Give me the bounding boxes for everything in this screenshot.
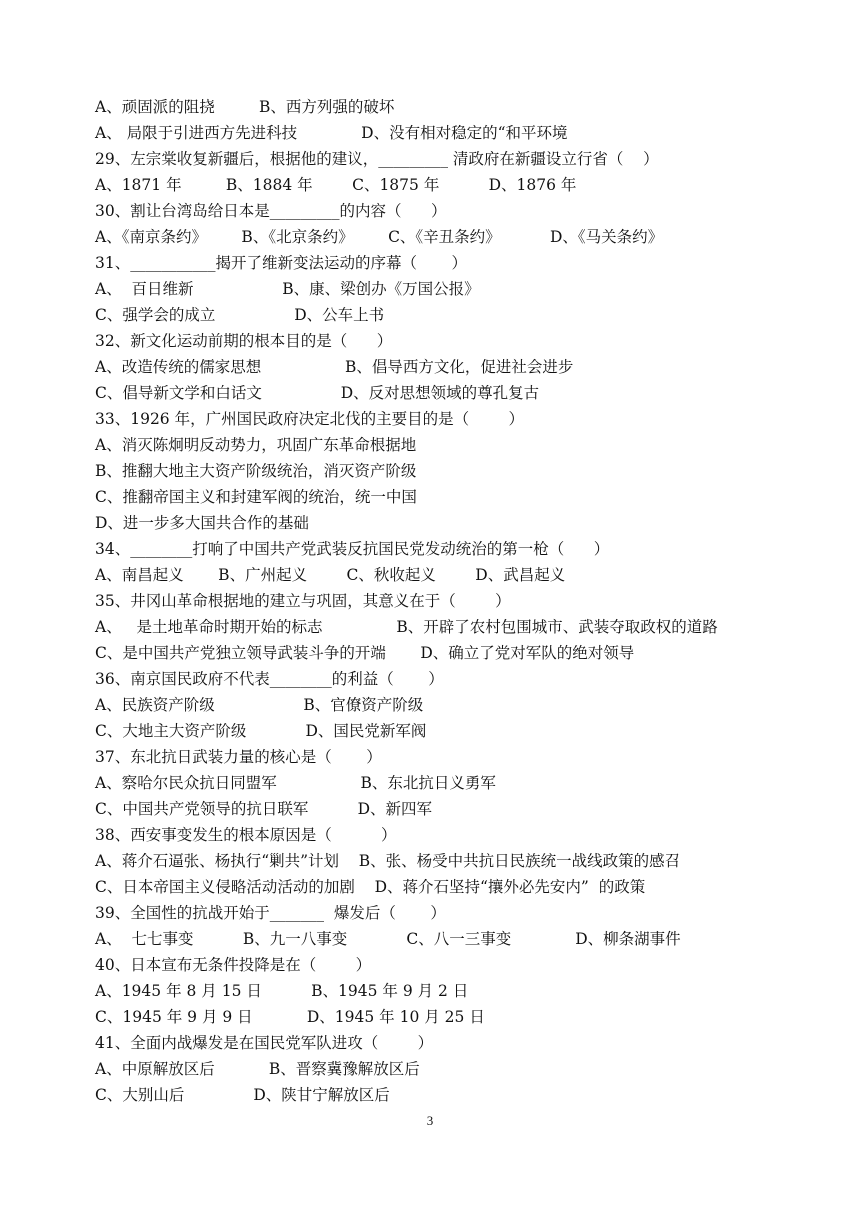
question-41: 41、全面内战爆发是在国民党军队进攻（ ）: [95, 1034, 434, 1052]
question-34: 34、________打响了中国共产党武装反抗国民党发动统治的第一枪（ ）: [95, 540, 610, 558]
question-31: 31、___________揭开了维新变法运动的序幕（ ）: [95, 254, 467, 272]
options-line: A、改造传统的儒家思想 B、倡导西方文化，促进社会进步: [95, 358, 574, 376]
options-line: A、察哈尔民众抗日同盟军 B、东北抗日义勇军: [95, 774, 496, 792]
options-line: A、1945 年 8 月 15 日 B、1945 年 9 月 2 日: [95, 982, 469, 1000]
question-29: 29、左宗棠收复新疆后，根据他的建议，_________ 清政府在新疆设立行省（ ）: [95, 150, 659, 168]
text-line: A、顽固派的阻挠 B、西方列强的破坏: [95, 98, 395, 116]
question-30: 30、割让台湾岛给日本是_________的内容（ ）: [95, 202, 447, 220]
options-line: C、大别山后 D、陕甘宁解放区后: [95, 1086, 390, 1104]
question-40: 40、日本宣布无条件投降是在（ ）: [95, 956, 372, 974]
options-line: A、 是土地革命时期开始的标志 B、开辟了农村包围城市、武装夺取政权的道路: [95, 618, 718, 636]
question-39: 39、全国性的抗战开始于_______ 爆发后（ ）: [95, 904, 446, 922]
text-line: A、 局限于引进西方先进科技 D、没有相对稳定的“和平环境: [95, 124, 568, 142]
question-35: 35、井冈山革命根据地的建立与巩固，其意义在于（ ）: [95, 592, 511, 610]
options-line: C、中国共产党领导的抗日联军 D、新四军: [95, 800, 433, 818]
options-line: A、消灭陈炯明反动势力，巩固广东革命根据地: [95, 436, 417, 454]
options-line: A、1871 年 B、1884 年 C、1875 年 D、1876 年: [95, 176, 577, 194]
options-line: C、倡导新文学和白话文 D、反对思想领域的尊孔复古: [95, 384, 540, 402]
options-line: A、民族资产阶级 B、官僚资产阶级: [95, 696, 424, 714]
question-37: 37、东北抗日武装力量的核心是（ ）: [95, 748, 382, 766]
options-line: A、 百日维新 B、康、梁创办《万国公报》: [95, 280, 480, 298]
question-33: 33、1926 年，广州国民政府决定北伐的主要目的是（ ）: [95, 410, 525, 428]
options-line: C、是中国共产党独立领导武装斗争的开端 D、确立了党对军队的绝对领导: [95, 644, 635, 662]
options-line: C、推翻帝国主义和封建军阀的统治，统一中国: [95, 488, 417, 506]
options-line: A、南昌起义 B、广州起义 C、秋收起义 D、武昌起义: [95, 566, 566, 584]
options-line: A、蒋介石逼张、杨执行“剿共”计划 B、张、杨受中共抗日民族统一战线政策的感召: [95, 852, 681, 870]
options-line: A、《南京条约》 B、《北京条约》 C、《辛丑条约》 D、《马关条约》: [95, 228, 664, 246]
options-line: B、推翻大地主大资产阶级统治，消灭资产阶级: [95, 462, 417, 480]
options-line: A、 七七事变 B、九一八事变 C、八一三事变 D、柳条湖事件: [95, 930, 681, 948]
options-line: C、强学会的成立 D、公车上书: [95, 306, 385, 324]
options-line: D、进一步多大国共合作的基础: [95, 514, 309, 532]
question-36: 36、南京国民政府不代表________的利益（ ）: [95, 670, 444, 688]
question-32: 32、新文化运动前期的根本目的是（ ）: [95, 332, 393, 350]
options-line: C、大地主大资产阶级 D、国民党新军阀: [95, 722, 427, 740]
question-38: 38、西安事变发生的根本原因是（ ）: [95, 826, 397, 844]
options-line: C、日本帝国主义侵略活动活动的加剧 D、蒋介石坚持“攘外必先安内” 的政策: [95, 878, 646, 896]
page-number: 3: [426, 1113, 434, 1128]
options-line: C、1945 年 9 月 9 日 D、1945 年 10 月 25 日: [95, 1008, 485, 1026]
options-line: A、中原解放区后 B、晋察冀豫解放区后: [95, 1060, 420, 1078]
